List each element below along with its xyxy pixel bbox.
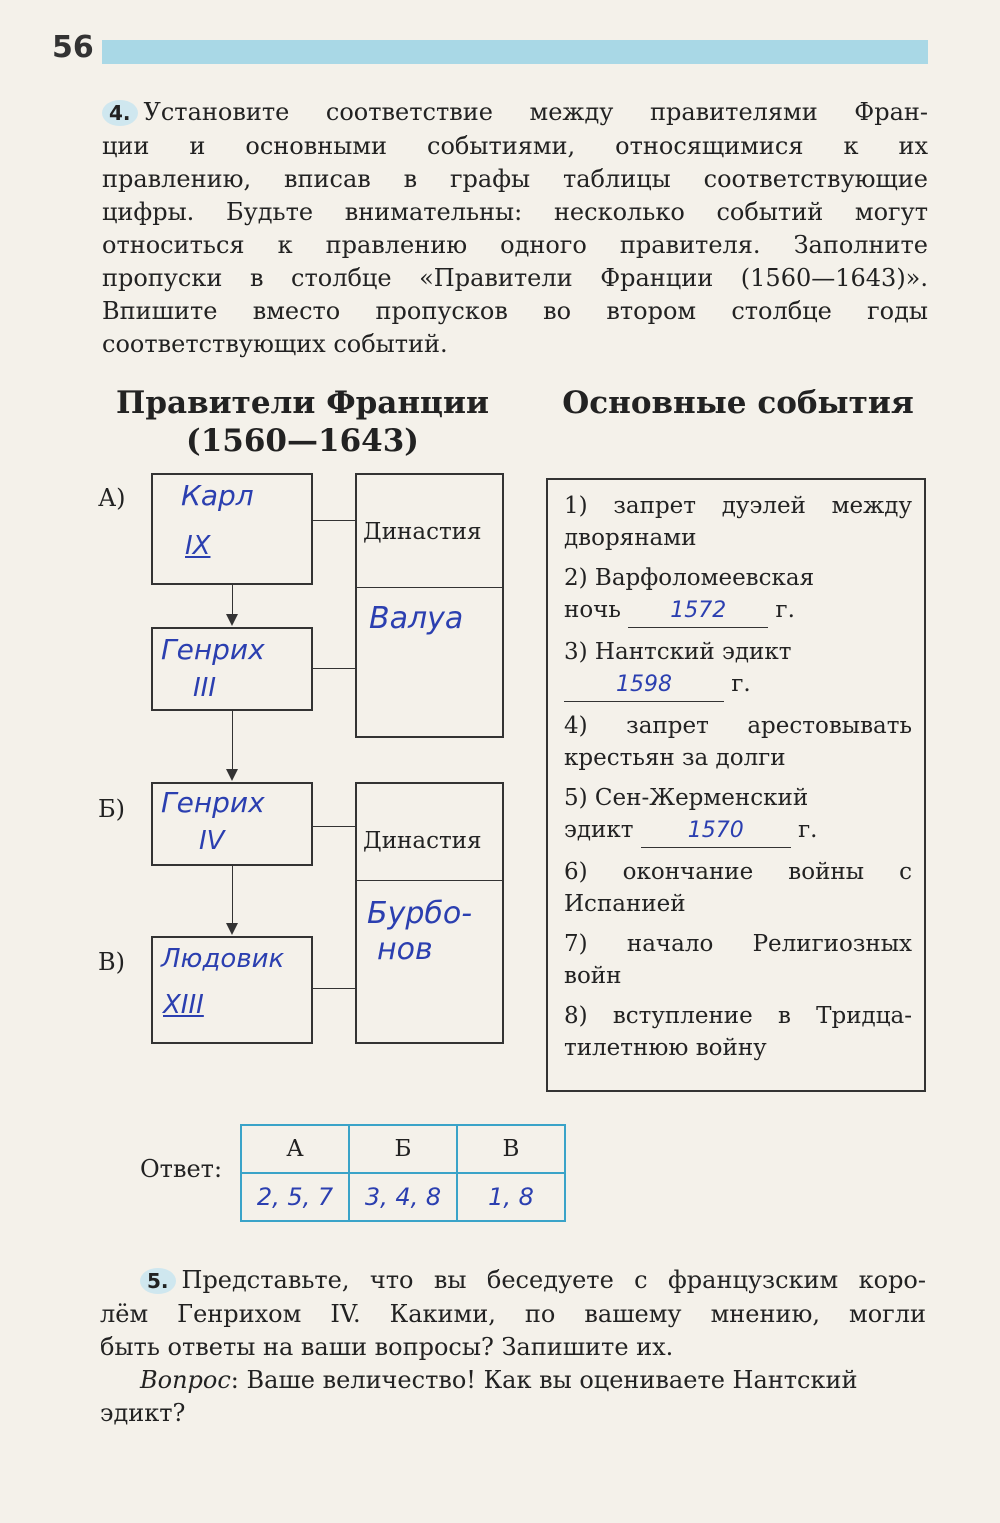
answer-cell[interactable]: 3, 4, 8 bbox=[349, 1173, 457, 1221]
event-line: 6) окончание войны с bbox=[564, 859, 912, 885]
question-text-cont: эдикт? bbox=[100, 1399, 186, 1427]
question-text: : Ваше величество! Как вы оцениваете Нантский bbox=[230, 1366, 858, 1394]
event-line: 4) запрет арестовывать bbox=[564, 713, 912, 739]
ruler-numeral: III bbox=[193, 673, 217, 703]
ruler-name: Людовик bbox=[161, 944, 285, 974]
event-line: 2) Варфоломеевская bbox=[564, 565, 815, 591]
ruler-numeral: XIII bbox=[163, 990, 204, 1020]
event-line: 8) вступление в Тридца- bbox=[564, 1003, 912, 1029]
dynasty-box-bourbon[interactable] bbox=[355, 782, 504, 1044]
event-year[interactable]: 1570 bbox=[641, 815, 791, 848]
connector-line bbox=[232, 711, 233, 769]
page-number: 56 bbox=[52, 30, 94, 65]
event-line: тилетнюю войну bbox=[564, 1035, 767, 1061]
event-year-suffix: г. bbox=[798, 817, 818, 843]
connector-line bbox=[313, 988, 355, 989]
task-4-line: Установите соответствие между правителями Фран- bbox=[143, 98, 928, 126]
event-year-line bbox=[564, 594, 912, 628]
arrow-down-icon bbox=[226, 769, 238, 781]
answer-table bbox=[240, 1124, 566, 1222]
header-band bbox=[102, 40, 928, 64]
ruler-numeral: IV bbox=[199, 826, 225, 856]
task-4-number: 4. bbox=[102, 100, 138, 126]
event-line: 1) запрет дуэлей между bbox=[564, 493, 912, 519]
task-5-number: 5. bbox=[140, 1268, 176, 1294]
task-4-line: пропуски в столбце «Правители Франции (1560—1643)». bbox=[102, 264, 928, 292]
dynasty-title: Династия bbox=[363, 519, 482, 545]
connector-line bbox=[313, 826, 355, 827]
answer-header: В bbox=[457, 1125, 565, 1173]
ruler-numeral: IX bbox=[185, 531, 211, 561]
task-4-line: правлению, вписав в графы таблицы соответствующие bbox=[102, 165, 928, 193]
event-year-suffix: г. bbox=[731, 671, 751, 697]
event-year[interactable]: 1572 bbox=[628, 595, 768, 628]
event-line: крестьян за долги bbox=[564, 745, 786, 771]
event-year-line bbox=[564, 668, 912, 702]
task-4-line: Впишите вместо пропусков во втором столбце годы bbox=[102, 297, 928, 325]
task-4-line: ции и основными событиями, относящимися к их bbox=[102, 132, 928, 160]
dynasty-title: Династия bbox=[363, 828, 482, 854]
answer-label: Ответ: bbox=[140, 1155, 223, 1183]
ruler-name: Генрих bbox=[161, 633, 265, 666]
rulers-heading-line1: Правители Франции bbox=[116, 385, 489, 421]
event-line: эдикт bbox=[564, 817, 634, 843]
ruler-name: Генрих bbox=[161, 786, 265, 819]
task-5-question-line bbox=[140, 1364, 926, 1397]
task-5-line: быть ответы на ваши вопросы? Запишите их. bbox=[100, 1333, 674, 1361]
ruler-box-a[interactable] bbox=[151, 473, 313, 585]
rulers-heading-line2: (1560—1643) bbox=[186, 423, 419, 459]
event-line: 3) Нантский эдикт bbox=[564, 639, 792, 665]
event-line: Испанией bbox=[564, 891, 686, 917]
task-5-line: Представьте, что вы беседуете с французским коро- bbox=[181, 1266, 926, 1294]
ruler-label-a: А) bbox=[98, 484, 126, 512]
task-4-line: соответствующих событий. bbox=[102, 330, 448, 358]
task-4-line: относиться к правлению одного правителя. Заполните bbox=[102, 231, 928, 259]
dynasty-box-valois[interactable] bbox=[355, 473, 504, 738]
answer-header: А bbox=[241, 1125, 349, 1173]
event-line: дворянами bbox=[564, 525, 697, 551]
task-5-text bbox=[100, 1264, 926, 1430]
events-box bbox=[546, 478, 926, 1092]
ruler-box-henry-iii[interactable] bbox=[151, 627, 313, 711]
event-line: ночь bbox=[564, 597, 621, 623]
dynasty-name: Валуа bbox=[369, 601, 464, 636]
event-line: 5) Сен-Жерменский bbox=[564, 785, 809, 811]
ruler-name: Карл bbox=[181, 479, 254, 512]
event-line: войн bbox=[564, 963, 622, 989]
task-5-line: лём Генрихом IV. Какими, по вашему мнению, могли bbox=[100, 1300, 926, 1328]
connector-line bbox=[313, 668, 355, 669]
ruler-box-b[interactable] bbox=[151, 782, 313, 866]
dynasty-divider bbox=[357, 880, 502, 881]
connector-line bbox=[313, 520, 355, 521]
task-4-text bbox=[102, 96, 928, 361]
rulers-heading bbox=[100, 384, 505, 460]
task-4-line: цифры. Будьте внимательны: несколько событий могут bbox=[102, 198, 928, 226]
answer-cell[interactable]: 1, 8 bbox=[457, 1173, 565, 1221]
dynasty-name: нов bbox=[377, 932, 433, 967]
question-label: Вопрос bbox=[140, 1366, 231, 1394]
answer-cell[interactable]: 2, 5, 7 bbox=[241, 1173, 349, 1221]
connector-line bbox=[232, 866, 233, 924]
event-year[interactable]: 1598 bbox=[564, 669, 724, 702]
connector-line bbox=[232, 585, 233, 615]
answer-header: Б bbox=[349, 1125, 457, 1173]
dynasty-name: Бурбо- bbox=[367, 896, 473, 931]
ruler-box-v[interactable] bbox=[151, 936, 313, 1044]
ruler-label-b: Б) bbox=[98, 795, 125, 823]
events-heading: Основные события bbox=[562, 385, 914, 421]
event-line: 7) начало Религиозных bbox=[564, 931, 912, 957]
arrow-down-icon bbox=[226, 614, 238, 626]
ruler-label-v: В) bbox=[98, 948, 125, 976]
events-list bbox=[564, 490, 912, 1064]
event-year-suffix: г. bbox=[775, 597, 795, 623]
event-year-line bbox=[564, 814, 912, 848]
arrow-down-icon bbox=[226, 923, 238, 935]
dynasty-divider bbox=[357, 587, 502, 588]
